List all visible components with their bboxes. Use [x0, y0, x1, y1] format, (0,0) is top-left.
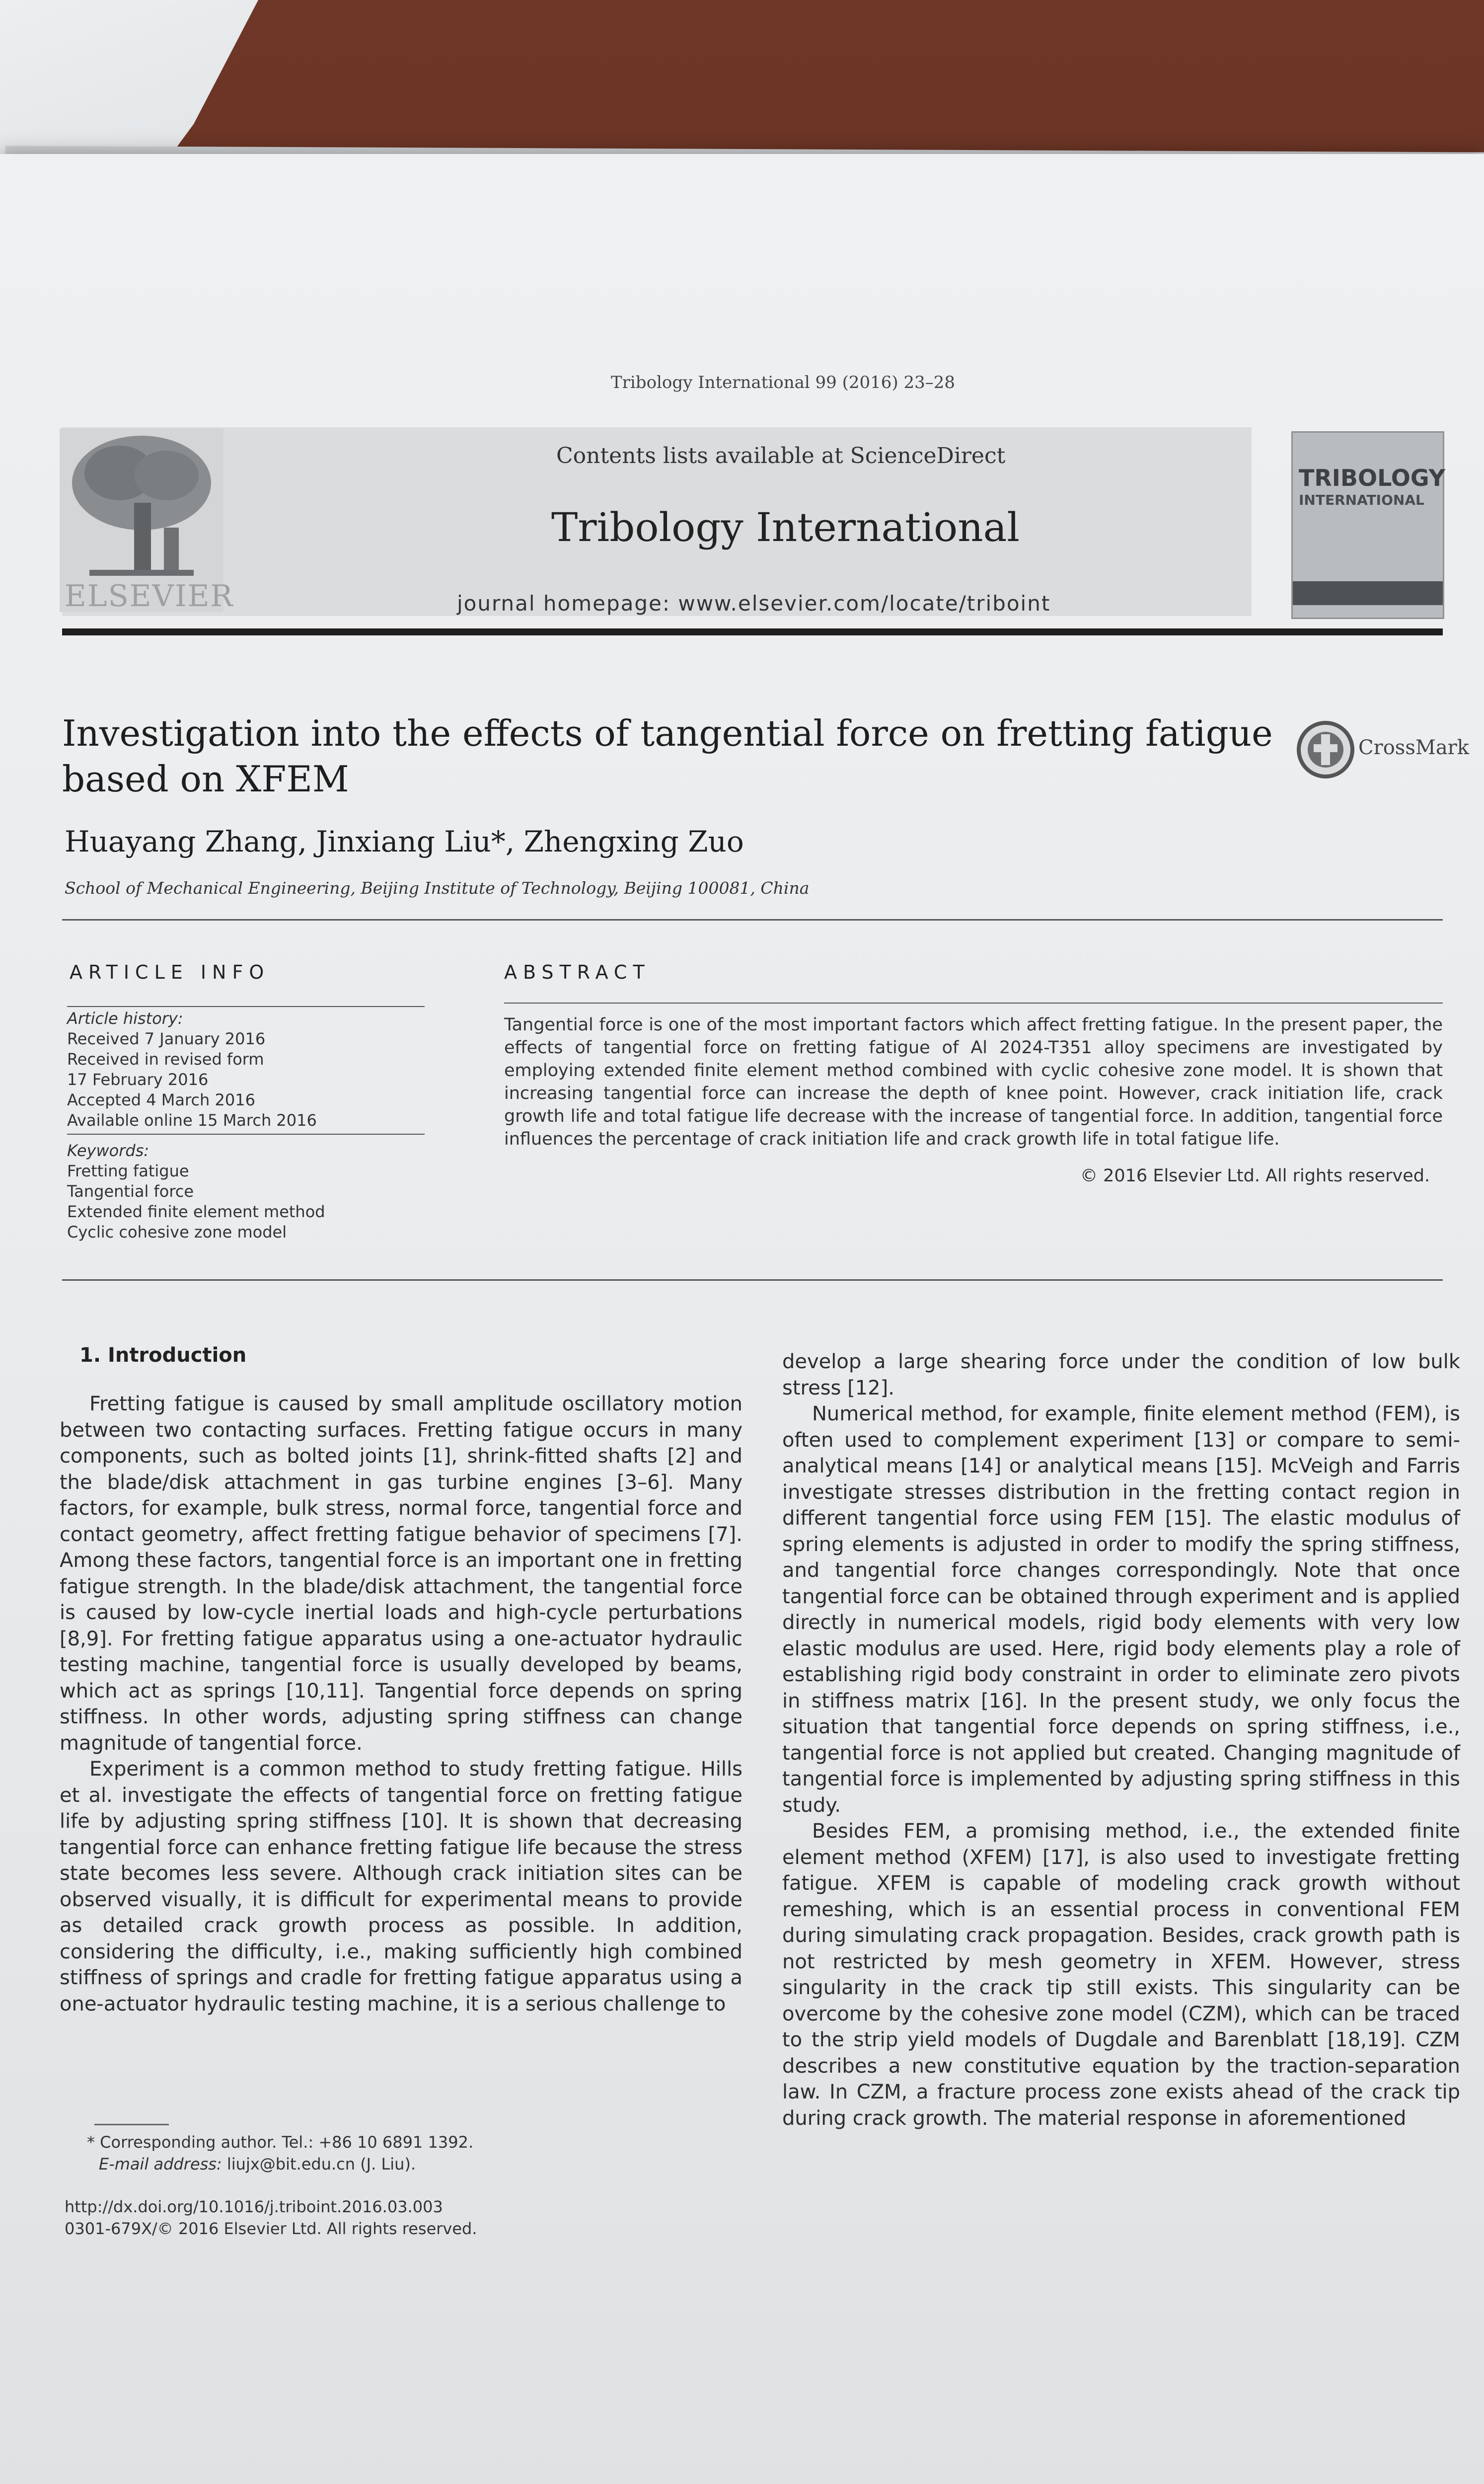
issn-line: 0301-679X/© 2016 Elsevier Ltd. All rights reserved. — [65, 2219, 477, 2238]
paragraph: develop a large shearing force under the condition of low bulk stress [12]. — [782, 1350, 1460, 1399]
abstract-copyright: © 2016 Elsevier Ltd. All rights reserved. — [1080, 1166, 1430, 1186]
affiliation: School of Mechanical Engineering, Beijing Institute of Technology, Beijing 100081, China — [65, 878, 810, 898]
body-rule — [62, 1279, 1443, 1281]
keyword: Extended finite element method — [67, 1202, 325, 1221]
journal-homepage-link[interactable]: journal homepage: www.elsevier.com/locate/triboint — [457, 591, 1051, 616]
corresponding-author: * Corresponding author. Tel.: +86 10 6891 1392. — [87, 2133, 474, 2152]
right-column — [782, 1349, 1460, 2131]
running-head: Tribology International 99 (2016) 23–28 — [611, 373, 956, 392]
article-info-heading: ARTICLE INFO — [70, 961, 270, 983]
doi-block — [65, 2196, 477, 2240]
paragraph: Experiment is a common method to study fretting fatigue. Hills et al. investigate the effects of tangential force on fretting fatigue life by adjusting spring stiffness [10]. It is shown that decreasing tangential force can enhance fretting fatigue life because the stress state becomes less severe. Although crack initiation sites can be observed visually, it is difficult for experimental means to provide as detailed crack growth process as possible. In addition, considering the difficulty, i.e., making sufficiently high combined stiffness of springs and cradle for fretting fatigue apparatus using a one-actuator hydraulic testing machine, it is a serious challenge to — [60, 1758, 742, 2016]
article-info — [67, 1009, 425, 1242]
keyword: Fretting fatigue — [67, 1162, 189, 1180]
footnote-rule — [94, 2124, 169, 2125]
crossmark-icon[interactable] — [1296, 720, 1355, 779]
cover-band — [1293, 581, 1443, 605]
section-heading: 1. Introduction — [79, 1344, 247, 1367]
history-item: Received in revised form — [67, 1050, 264, 1069]
article-title: Investigation into the effects of tangential force on fretting fatigue based on XFEM — [62, 712, 1273, 800]
cover-subtitle: INTERNATIONAL — [1299, 492, 1424, 508]
history-item: 17 February 2016 — [67, 1070, 209, 1089]
left-column — [60, 1391, 742, 2017]
keywords-label: Keywords: — [67, 1141, 149, 1160]
email-address[interactable]: liujx@bit.edu.cn (J. Liu). — [226, 2155, 416, 2174]
crossmark-label[interactable]: CrossMark — [1358, 736, 1470, 759]
history-item: Accepted 4 March 2016 — [67, 1090, 255, 1109]
paragraph: Besides FEM, a promising method, i.e., the extended finite element method (XFEM) [17], is also used to investigate fretting fatigue. XFEM is capable of modeling crack growth without remeshing, which is an essential process in conventional FEM during simulating crack propagation. Besides, crack growth path is not restricted by mesh geometry in XFEM. However, stress singularity in the crack tip still exists. This singularity can be overcome by the cohesive zone model (CZM), which can be traced to the strip yield models of Dugdale and Barenblatt [18,19]. CZM describes a new constitutive equation by the traction-separation law. In CZM, a fracture process zone exists ahead of the crack tip during crack growth. The material response in aforementioned — [782, 1820, 1460, 2130]
abstract-text: Tangential force is one of the most important factors which affect fretting fatigue. In the present paper, the effects of tangential force on fretting fatigue of Al 2024-T351 alloy specimens are investigated by employing extended finite element method combined with cyclic cohesive zone model. It is shown that increasing tangential force can increase the depth of knee point. However, crack initiation life, crack growth life and total fatigue life decrease with the increase of tangential force. In addition, tangential force influences the percentage of crack initiation life and crack growth life in total fatigue life. — [504, 1015, 1443, 1149]
article-info-rule — [67, 1006, 425, 1007]
abstract-heading: ABSTRACT — [504, 961, 651, 983]
contents-line: Contents lists available at ScienceDirect — [556, 443, 1006, 468]
history-item: Available online 15 March 2016 — [67, 1111, 317, 1130]
history-label: Article history: — [67, 1009, 183, 1028]
doi-link[interactable]: http://dx.doi.org/10.1016/j.triboint.2016.03.003 — [65, 2197, 443, 2216]
cover-title: TRIBOLOGY — [1299, 465, 1445, 491]
footnote — [87, 2131, 473, 2175]
header-rule — [62, 628, 1443, 635]
keyword: Cyclic cohesive zone model — [67, 1223, 287, 1242]
email-label: E-mail address: — [99, 2155, 222, 2174]
keyword: Tangential force — [67, 1182, 194, 1201]
keywords-rule — [67, 1134, 425, 1135]
paragraph: Numerical method, for example, finite element method (FEM), is often used to complement experiment [13] or compare to semi-analytical means [14] or analytical means [15]. McVeigh and Farris investigate stresses distribution in the fretting contact region in different tangential force using FEM [15]. The elastic modulus of spring elements is adjusted in order to modify the spring stiffness, and tangential force changes correspondingly. Note that once tangential force can be obtained through experiment and is applied directly in numerical models, rigid body elements with very low elastic modulus are used. Here, rigid body elements play a role of establishing rigid body constraint in order to eliminate zero pivots in stiffness matrix [16]. In the present study, we only focus the situation that tangential force depends on spring stiffness, i.e., tangential force is not applied but created. Changing magnitude of tangential force is implemented by adjusting spring stiffness in this study. — [782, 1402, 1460, 1817]
authors: Huayang Zhang, Jinxiang Liu*, Zhengxing Zuo — [65, 825, 744, 858]
journal-name: Tribology International — [551, 504, 1020, 550]
title-rule — [62, 919, 1443, 921]
paragraph: Fretting fatigue is caused by small amplitude oscillatory motion between two contacting surfaces. Fretting fatigue occurs in many components, such as bolted joints [1], shrink-fitted shafts [2] and the blade/disk attachment in gas turbine engines [3–6]. Many factors, for example, bulk stress, normal force, tangential force and contact geometry, affect fretting fatigue behavior of specimens [7]. Among these factors, tangential force is an important one in fretting fatigue strength. In the blade/disk attachment, the tangential force is caused by low-cycle inertial loads and high-cycle perturbations [8,9]. For fretting fatigue apparatus using a one-actuator hydraulic testing machine, tangential force is usually developed by beams, which act as springs [10,11]. Tangential force depends on spring stiffness. In other words, adjusting spring stiffness can change magnitude of tangential force. — [60, 1393, 742, 1755]
abstract-rule — [504, 1003, 1443, 1004]
history-item: Received 7 January 2016 — [67, 1029, 266, 1048]
publisher-name: ELSEVIER — [65, 579, 234, 614]
